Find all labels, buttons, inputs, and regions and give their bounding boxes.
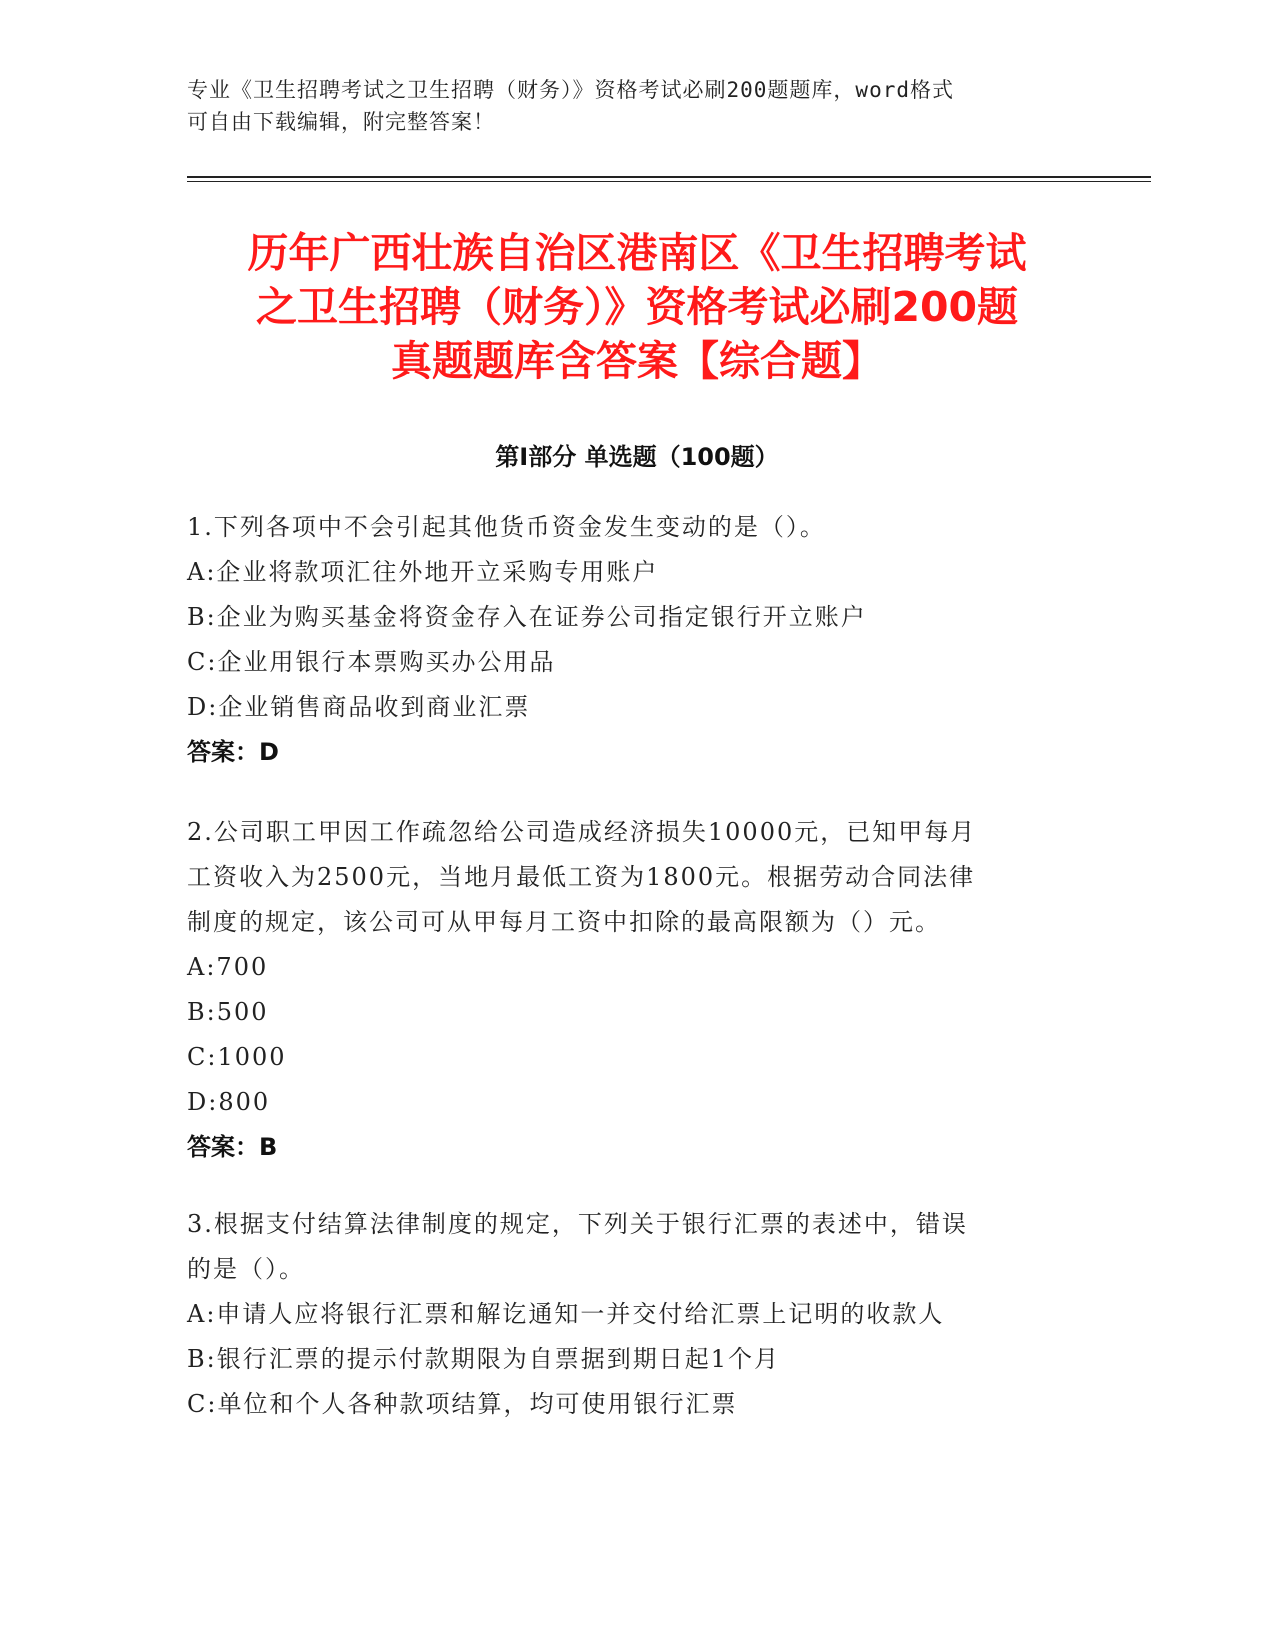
- answer: 答案：D: [187, 738, 279, 766]
- question-line: 的是（）。: [187, 1255, 305, 1283]
- option-b: B:500: [187, 998, 269, 1026]
- question-line: 3.根据支付结算法律制度的规定，下列关于银行汇票的表述中，错误: [187, 1210, 968, 1238]
- option-c: C:企业用银行本票购买办公用品: [187, 648, 556, 676]
- option-c: C:1000: [187, 1043, 287, 1071]
- option-a: A:企业将款项汇往外地开立采购专用账户: [187, 558, 659, 586]
- question-line: 2.公司职工甲因工作疏忽给公司造成经济损失10000元，已知甲每月: [187, 818, 977, 846]
- question-2: [187, 810, 1067, 1170]
- option-d: D:800: [187, 1088, 271, 1116]
- header-divider-thin: [187, 181, 1151, 182]
- section-heading: 第Ⅰ部分 单选题（100题）: [495, 443, 779, 471]
- question-1: [187, 505, 1067, 775]
- header-divider: [187, 176, 1151, 178]
- title-line: 真题题库含答案【综合题】: [391, 337, 883, 385]
- header-note-line: 可自由下载编辑，附完整答案！: [187, 110, 495, 134]
- title-line: 之卫生招聘（财务）》资格考试必刷200题: [255, 283, 1019, 331]
- question-text: [187, 810, 1067, 945]
- option-b: B:企业为购买基金将资金存入在证券公司指定银行开立账户: [187, 603, 867, 631]
- option-b: B:银行汇票的提示付款期限为自票据到期日起1个月: [187, 1345, 780, 1373]
- question-text: [187, 1202, 1067, 1292]
- question-line: 工资收入为2500元，当地月最低工资为1800元。根据劳动合同法律: [187, 863, 976, 891]
- document-title: [187, 226, 1087, 388]
- question-3: [187, 1202, 1067, 1427]
- option-c: C:单位和个人各种款项结算，均可使用银行汇票: [187, 1390, 738, 1418]
- header-note: [187, 74, 1067, 138]
- answer: 答案：B: [187, 1133, 278, 1161]
- title-line: 历年广西壮族自治区港南区《卫生招聘考试: [247, 229, 1027, 277]
- option-d: D:企业销售商品收到商业汇票: [187, 693, 531, 721]
- header-note-line: 专业《卫生招聘考试之卫生招聘（财务）》资格考试必刷200题题库，word格式: [187, 78, 954, 102]
- question-line: 制度的规定，该公司可从甲每月工资中扣除的最高限额为（）元。: [187, 908, 941, 936]
- option-a: A:700: [187, 953, 269, 981]
- question-line: 1.下列各项中不会引起其他货币资金发生变动的是（）。: [187, 513, 826, 541]
- option-a: A:申请人应将银行汇票和解讫通知一并交付给汇票上记明的收款人: [187, 1300, 945, 1328]
- question-text: [187, 505, 1067, 550]
